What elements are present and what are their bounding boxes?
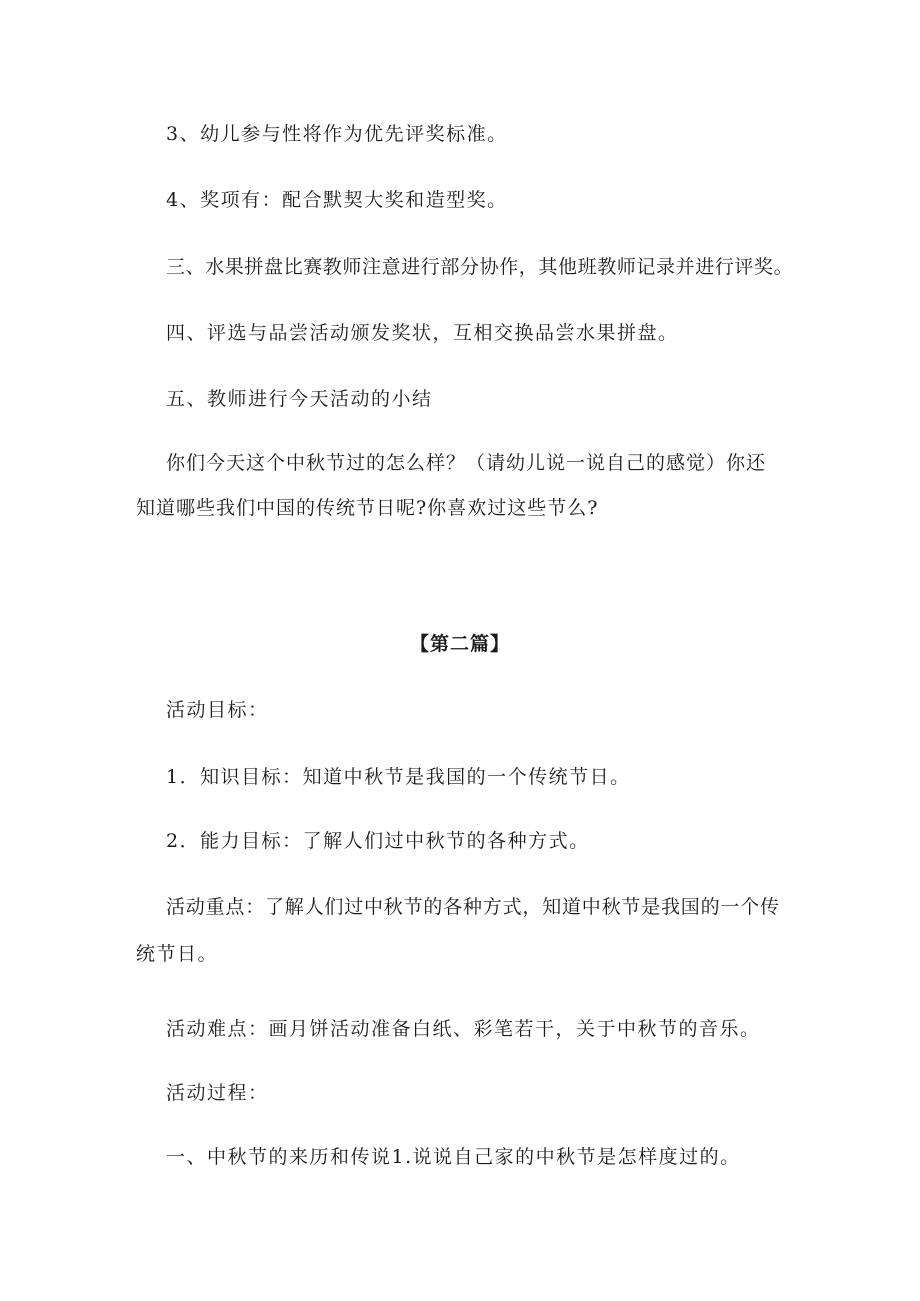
item-4: 4、奖项有：配合默契大奖和造型奖。 xyxy=(166,189,508,211)
goal-1: 1．知识目标：知道中秋节是我国的一个传统节日。 xyxy=(166,766,631,788)
step-5: 五、教师进行今天活动的小结 xyxy=(166,388,433,410)
step-3: 三、水果拼盘比赛教师注意进行部分协作，其他班教师记录并进行评奖。 xyxy=(166,256,794,278)
question-line-2: 知道哪些我们中国的传统节日呢?你喜欢过这些节么? xyxy=(136,497,599,519)
focus-line-2: 统节日。 xyxy=(136,943,219,965)
focus-line-1: 活动重点：了解人们过中秋节的各种方式，知道中秋节是我国的一个传 xyxy=(166,896,780,918)
difficulty: 活动难点：画月饼活动准备白纸、彩笔若干，关于中秋节的音乐。 xyxy=(166,1018,761,1040)
goal-2: 2．能力目标：了解人们过中秋节的各种方式。 xyxy=(166,830,590,852)
process-1: 一、中秋节的来历和传说1.说说自己家的中秋节是怎样度过的。 xyxy=(166,1146,741,1168)
item-3: 3、幼儿参与性将作为优先评奖标准。 xyxy=(166,123,508,145)
section-heading: 【第二篇】 xyxy=(409,633,510,655)
process-label: 活动过程： xyxy=(166,1082,269,1104)
goals-label: 活动目标： xyxy=(166,699,269,721)
step-4: 四、评选与品尝活动颁发奖状，互相交换品尝水果拼盘。 xyxy=(166,322,679,344)
question-line-1: 你们今天这个中秋节过的怎么样？（请幼儿说一说自己的感觉）你还 xyxy=(166,452,767,474)
